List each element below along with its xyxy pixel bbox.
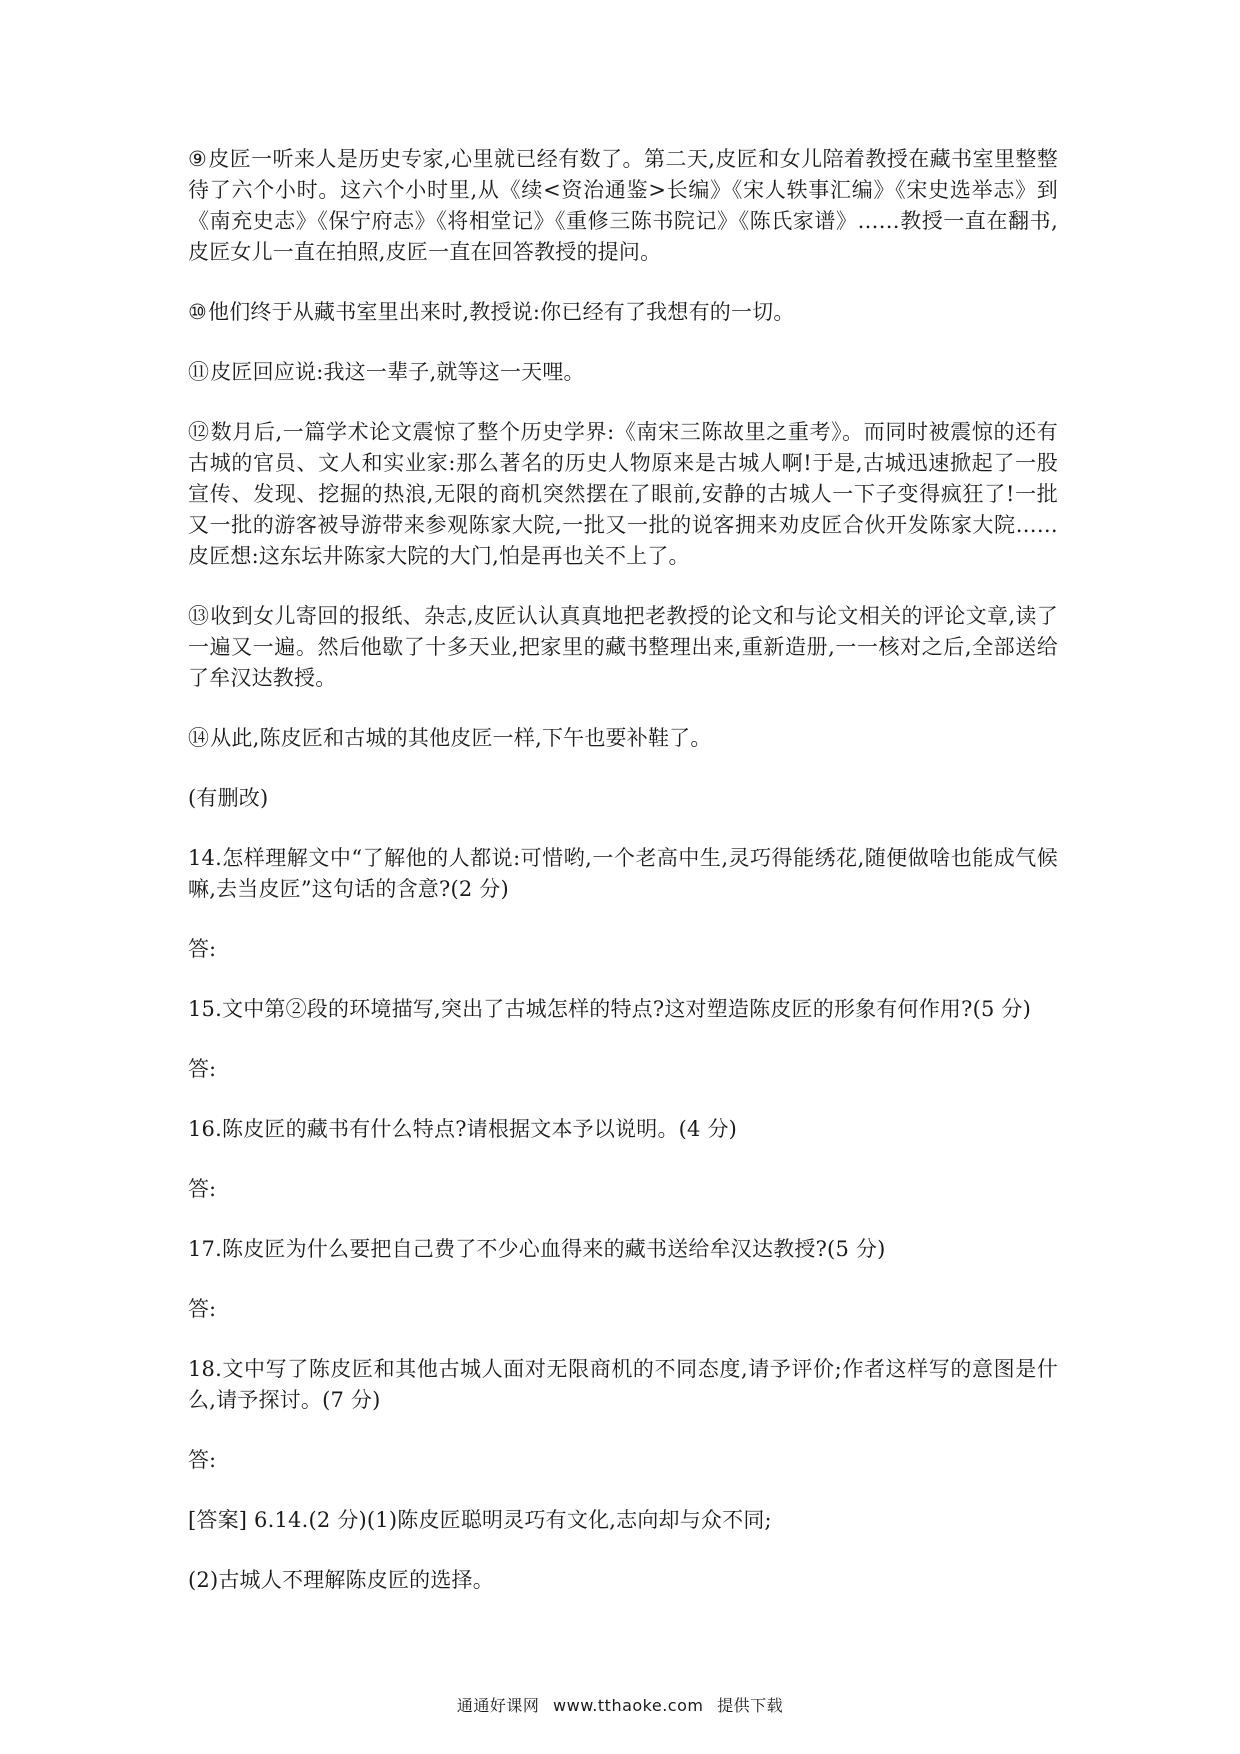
question-18: 18.文中写了陈皮匠和其他古城人面对无限商机的不同态度,请予评价;作者这样写的意图是什么,请予探讨。(7 分)	[188, 1357, 1058, 1412]
question-16: 16.陈皮匠的藏书有什么特点?请根据文本予以说明。(4 分)	[188, 1117, 738, 1141]
answer-label: 答:	[188, 1448, 217, 1472]
answer-key-line-2: (2)古城人不理解陈皮匠的选择。	[188, 1568, 494, 1592]
paragraph-marker: ⑫	[188, 420, 210, 444]
answer-label: 答:	[188, 1297, 217, 1321]
paragraph-text: 他们终于从藏书室里出来时,教授说:你已经有了我想有的一切。	[208, 300, 795, 324]
passage-paragraph-12	[188, 417, 1058, 572]
answer-key-line-1: [答案] 6.14.(2 分)(1)陈皮匠聪明灵巧有文化,志向却与众不同;	[188, 1508, 772, 1532]
paragraph-marker: ⑬	[188, 604, 210, 628]
question-15: 15.文中第②段的环境描写,突出了古城怎样的特点?这对塑造陈皮匠的形象有何作用?(5 分)	[188, 997, 1032, 1021]
paragraph-text: 收到女儿寄回的报纸、杂志,皮匠认认真真地把老教授的论文和与论文相关的评论文章,读了一遍又一遍。然后他歇了十多天业,把家里的藏书整理出来,重新造册,一一核对之后,全部送给了牟汉达教授。	[188, 604, 1058, 690]
paragraph-text: 从此,陈皮匠和古城的其他皮匠一样,下午也要补鞋了。	[210, 726, 712, 750]
answer-label: 答:	[188, 1057, 217, 1081]
footer-url[interactable]: www.tthaoke.com	[553, 1696, 704, 1715]
answer-label: 答:	[188, 937, 217, 961]
passage-paragraph-14	[188, 723, 1058, 754]
paragraph-marker: ⑩	[188, 300, 208, 324]
question-17: 17.陈皮匠为什么要把自己费了不少心血得来的藏书送给牟汉达教授?(5 分)	[188, 1237, 886, 1261]
document-body	[188, 144, 1058, 1625]
footer-tagline: 提供下载	[717, 1696, 784, 1715]
paragraph-marker: ⑭	[188, 726, 210, 750]
paragraph-marker: ⑪	[188, 360, 210, 384]
passage-paragraph-9	[188, 144, 1058, 268]
paragraph-text: 皮匠回应说:我这一辈子,就等这一天哩。	[210, 360, 585, 384]
page-footer	[0, 1693, 1240, 1716]
passage-paragraph-13	[188, 601, 1058, 694]
paragraph-text: 皮匠一听来人是历史专家,心里就已经有数了。第二天,皮匠和女儿陪着教授在藏书室里整整待了六个小时。这六个小时里,从《续<资治通鉴>长编》《宋人轶事汇编》《宋史选举志》到《南充史志》《保宁府志》《将相堂记》《重修三陈书院记》《陈氏家谱》……教授一直在翻书,皮匠女儿一直在拍照,皮匠一直在回答教授的提问。	[188, 147, 1058, 264]
paragraph-marker: ⑨	[188, 147, 208, 171]
footer-site-name: 通通好课网	[456, 1696, 540, 1715]
question-14: 14.怎样理解文中“了解他的人都说:可惜哟,一个老高中生,灵巧得能绣花,随便做啥也能成气候嘛,去当皮匠”这句话的含意?(2 分)	[188, 846, 1058, 901]
passage-paragraph-10	[188, 297, 1058, 328]
passage-paragraph-11	[188, 357, 1058, 388]
answer-label: 答:	[188, 1177, 217, 1201]
edit-note: (有删改)	[188, 786, 269, 810]
paragraph-text: 数月后,一篇学术论文震惊了整个历史学界:《南宋三陈故里之重考》。而同时被震惊的还有古城的官员、文人和实业家:那么著名的历史人物原来是古城人啊!于是,古城迅速掀起了一股宣传、发现、挖掘的热浪,无限的商机突然摆在了眼前,安静的古城人一下子变得疯狂了!一批又一批的游客被导游带来参观陈家大院,一批又一批的说客拥来劝皮匠合伙开发陈家大院……皮匠想:这东坛井陈家大院的大门,怕是再也关不上了。	[188, 420, 1058, 568]
